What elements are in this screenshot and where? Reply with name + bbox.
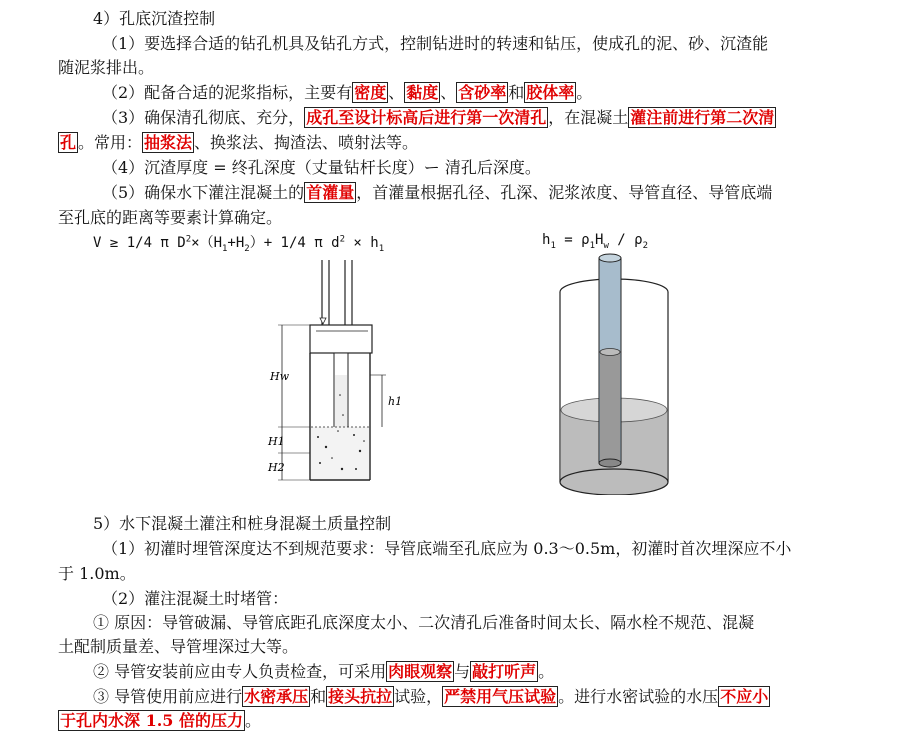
s4-p3-pre: （3）确保清孔彻底、充分， [102, 108, 305, 127]
cylinder-diagram [555, 250, 675, 495]
s4-p4: （4）沉渣厚度 = 终孔深度（丈量钻杆长度）ー 清孔后深度。 [102, 158, 541, 177]
s5-c1-line2: 土配制质量差、导管埋深过大等。 [58, 637, 299, 656]
f-sup: 2 [185, 234, 192, 245]
keyword-knock-listen: 敲打听声 [472, 662, 537, 681]
f-part: = ρ [555, 232, 590, 248]
f-part: ×（H [191, 235, 222, 251]
period: 。 [576, 83, 593, 102]
keyword-pressure-limit: 不应小 [720, 687, 769, 706]
keyword-pressure-limit-end: 于孔内水深 1.5 倍的压力 [60, 711, 243, 730]
keyword-density: 密度 [354, 83, 387, 102]
keyword-second-clean: 灌注前进行第二次清 [630, 108, 775, 127]
f-sup: 2 [339, 234, 345, 245]
s5-p2: （2）灌注混凝土时堵管： [102, 589, 289, 608]
s5-c3-line2 [58, 709, 900, 733]
keyword-viscosity: 黏度 [406, 83, 439, 102]
s5-c2-pre: ② 导管安装前应由专人负责检查，可采用 [93, 662, 387, 681]
s5-c1-line1: ① 原因：导管破漏、导管底距孔底深度太小、二次清孔后准备时间太长、隔水栓不规范、混凝 [93, 613, 755, 632]
f-part: × h [344, 235, 379, 251]
label-hw: Hw [270, 370, 290, 383]
formula-h1 [542, 232, 648, 251]
keyword-visual-inspection: 肉眼观察 [388, 662, 453, 681]
s4-p5-rest: ，首灌量根据孔径、孔深、泥浆浓度、导管直径、导管底端 [356, 183, 773, 202]
s4-p3-line2 [58, 131, 900, 155]
s4-p5-line1 [102, 181, 900, 205]
conj: 与 [454, 662, 471, 681]
s5-c3-mid: 试验， [394, 687, 443, 706]
s5-c3-pre: ③ 导管使用前应进行 [93, 687, 243, 706]
s4-p1-line2: 随泥浆排出。 [58, 58, 155, 77]
f-part: ）+ 1/4 π d [249, 235, 340, 251]
f-sub: 1 [378, 243, 385, 254]
s4-p1-line1: （1）要选择合适的钻孔机具及钻孔方式，控制钻进时的转速和钻压，使成孔的泥、砂、沉渣能 [102, 34, 769, 53]
s4-p5-pre: （5）确保水下灌注混凝土的 [102, 183, 305, 202]
conj: 和 [310, 687, 327, 706]
f-part: +H [227, 235, 245, 251]
formula-volume [93, 232, 384, 254]
keyword-second-clean-end: 孔 [60, 133, 77, 152]
keyword-no-air-test: 严禁用气压试验 [444, 687, 557, 706]
s5-c2 [93, 660, 900, 684]
label-h1: h1 [388, 395, 402, 408]
sep: 、 [440, 83, 457, 102]
f-sub: 2 [244, 243, 250, 254]
keyword-pumping-method: 抽浆法 [144, 133, 193, 152]
f-part: V ≥ 1/4 π D [93, 235, 186, 251]
f-part: / ρ [608, 232, 643, 248]
section-4-title: 4）孔底沉渣控制 [93, 9, 216, 28]
keyword-watertight-pressure: 水密承压 [244, 687, 309, 706]
conj: 和 [508, 83, 525, 102]
label-H1: H1 [268, 435, 285, 448]
keyword-joint-tensile: 接头抗拉 [328, 687, 393, 706]
f-sub: 2 [642, 240, 648, 251]
label-H2: H2 [268, 461, 285, 474]
s4-p3-line1 [102, 106, 900, 130]
s4-p5-line2: 至孔底的距离等要素计算确定。 [58, 208, 283, 227]
f-sub: 1 [550, 240, 556, 251]
s5-c3-line1 [93, 685, 900, 709]
s4-p2 [102, 81, 900, 105]
keyword-first-clean: 成孔至设计标高后进行第一次清孔 [306, 108, 547, 127]
s4-p3-mid: ，在混凝土 [548, 108, 629, 127]
period: 。 [538, 662, 555, 681]
f-part: h [542, 232, 551, 248]
s4-p2-pre: （2）配备合适的泥浆指标，主要有 [102, 83, 353, 102]
s4-p3-rest: 、换浆法、掏渣法、喷射法等。 [194, 133, 419, 152]
f-sub: w [603, 240, 609, 251]
s4-p3-common: 。常用： [78, 133, 143, 152]
f-sub: 1 [222, 243, 228, 254]
keyword-sand-content: 含砂率 [458, 83, 507, 102]
s5-p1-line2: 于 1.0m。 [58, 564, 136, 583]
section-5-title: 5）水下混凝土灌注和桩身混凝土质量控制 [93, 514, 392, 533]
keyword-colloid-rate: 胶体率 [526, 83, 575, 102]
period: 。 [244, 711, 261, 730]
s5-p1-line1: （1）初灌时埋管深度达不到规范要求：导管底端至孔底应为 0.3～0.5m，初灌时首次埋深应不小 [102, 539, 792, 558]
s5-c3-mid2: 。进行水密试验的水压 [558, 687, 719, 706]
f-part: H [595, 232, 604, 248]
borehole-schematic-diagram [252, 255, 402, 485]
keyword-initial-pour: 首灌量 [306, 183, 355, 202]
sep: 、 [388, 83, 405, 102]
f-sub: 1 [589, 240, 595, 251]
